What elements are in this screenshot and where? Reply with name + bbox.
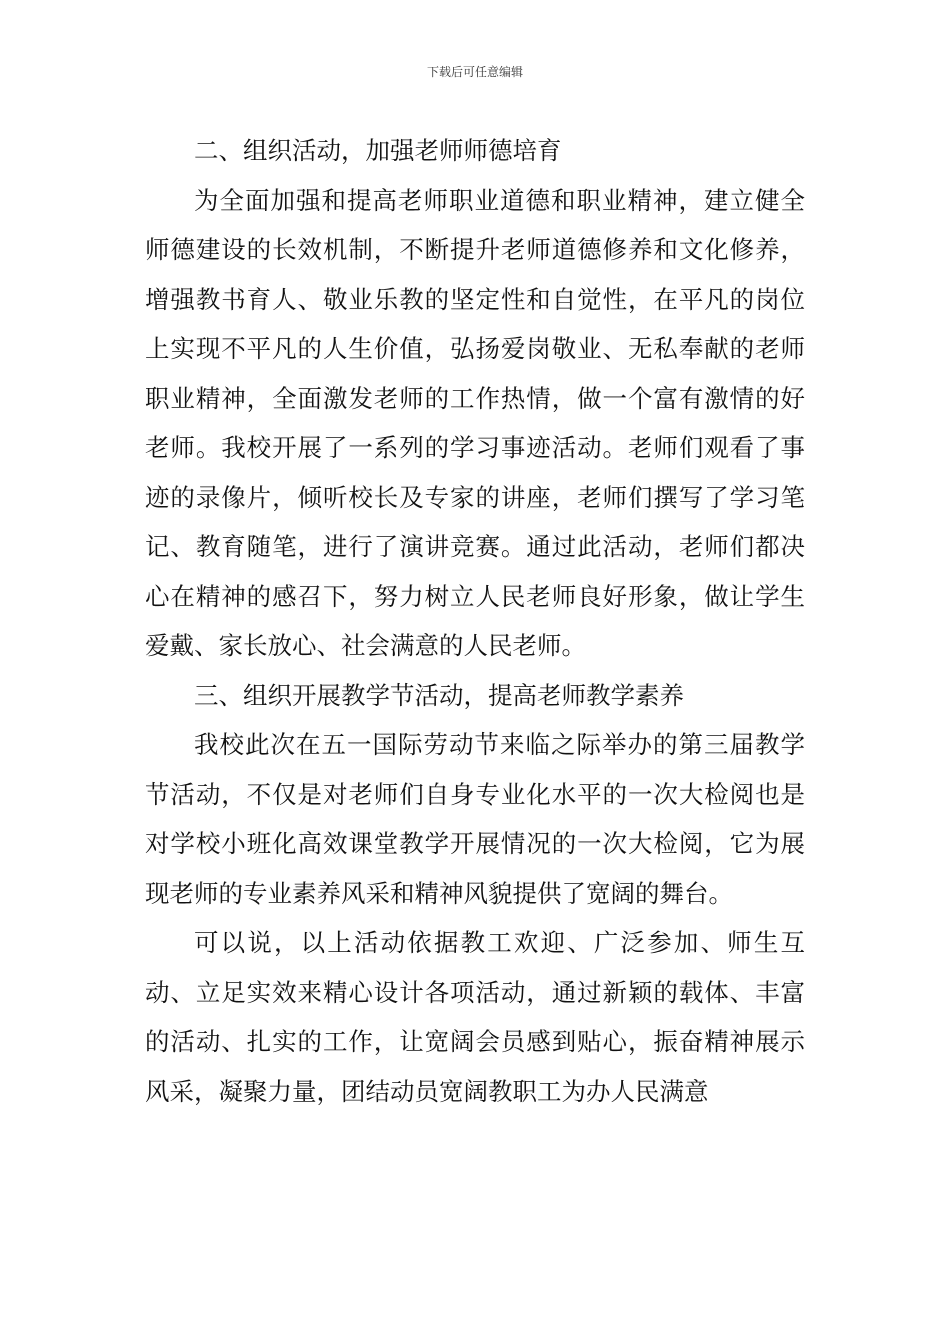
- section-heading-2: 二、组织活动，加强老师师德培育: [194, 136, 562, 165]
- section-heading-3: 三、组织开展教学节活动，提高老师教学素养: [194, 680, 684, 710]
- document-body: [145, 126, 805, 1116]
- section-2-paragraph-1: 为全面加强和提高老师职业道德和职业精神，建立健全师德建设的长效机制，不断提升老师道德修养和文化修养，增强教书育人、敬业乐教的坚定性和自觉性，在平凡的岗位上实现不平凡的人生价值，弘扬爱岗敬业、无私奉献的老师职业精神，全面激发老师的工作热情，做一个富有激情的好老师。我校开展了一系列的学习事迹活动。老师们观看了事迹的录像片，倾听校长及专家的讲座，老师们撰写了学习笔记、教育随笔，进行了演讲竞赛。通过此活动，老师们都决心在精神的感召下，努力树立人民老师良好形象，做让学生爱戴、家长放心、社会满意的人民老师。: [145, 185, 805, 660]
- section-3-paragraph-1: 我校此次在五一国际劳动节来临之际举办的第三届教学节活动，不仅是对老师们自身专业化水平的一次大检阅也是对学校小班化高效课堂教学开展情况的一次大检阅，它为展现老师的专业素养风采和精神风貌提供了宽阔的舞台。: [145, 730, 805, 908]
- section-3-paragraph-2: 可以说，以上活动依据教工欢迎、广泛参加、师生互动、立足实效来精心设计各项活动，通过新颖的载体、丰富的活动、扎实的工作，让宽阔会员感到贴心，振奋精神展示风采，凝聚力量，团结动员宽阔教职工为办人民满意: [145, 928, 805, 1106]
- page-header-note: 下载后可任意编辑: [426, 65, 523, 79]
